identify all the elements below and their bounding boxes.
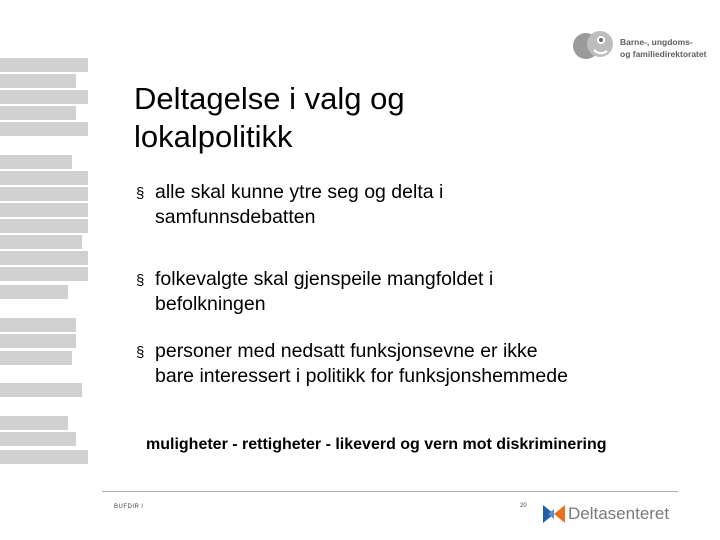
list-item — [134, 180, 694, 230]
bullet-marker: § — [136, 344, 145, 361]
deltasenteret-logo — [542, 503, 692, 525]
side-bar — [0, 267, 88, 281]
side-bar — [0, 187, 88, 201]
side-bar — [0, 416, 68, 430]
side-bar — [0, 219, 88, 233]
side-bar — [0, 122, 88, 136]
bufdir-logo-icon — [572, 28, 616, 64]
bufdir-logo — [572, 28, 707, 68]
bullet-line: samfunnsdebatten — [155, 206, 316, 228]
bullet-line: folkevalgte skal gjenspeile mangfoldet i — [155, 268, 494, 290]
slogan-text: muligheter - rettigheter - likeverd og vern mot diskriminering — [146, 436, 607, 453]
side-bar — [0, 155, 72, 169]
bullet-marker: § — [136, 185, 145, 202]
footer-org-label: BUFDIR / — [114, 504, 144, 510]
side-bar — [0, 383, 82, 397]
bullet-line: personer med nedsatt funksjonsevne er ikke — [155, 340, 538, 362]
list-item — [134, 267, 694, 317]
logo-text-line2: og familiedirektoratet — [620, 49, 707, 59]
title-line1: Deltagelse i valg og — [134, 81, 405, 116]
bullet-marker: § — [136, 272, 145, 289]
partner-logo-text: Deltasenteret — [568, 504, 670, 523]
logo-text-line1: Barne-, ungdoms- — [620, 37, 693, 47]
side-bar — [0, 235, 82, 249]
side-bar — [0, 171, 88, 185]
bullet-line: alle skal kunne ytre seg og delta i — [155, 181, 444, 203]
delta-logo-icon — [542, 503, 566, 525]
side-bar — [0, 334, 76, 348]
side-bar — [0, 251, 88, 265]
side-bar — [0, 90, 88, 104]
side-bar — [0, 351, 72, 365]
side-bar — [0, 318, 76, 332]
side-bar — [0, 203, 88, 217]
side-bar — [0, 285, 68, 299]
bullet-line: bare interessert i politikk for funksjonshemmede — [155, 365, 568, 387]
slide-title — [134, 80, 674, 156]
footer-divider — [102, 491, 678, 492]
page-number: 20 — [520, 503, 527, 509]
side-bar — [0, 432, 76, 446]
bullet-line: befolkningen — [155, 293, 266, 315]
title-line2: lokalpolitikk — [134, 119, 293, 154]
side-bar — [0, 74, 76, 88]
bullet-list — [134, 180, 694, 389]
side-bar — [0, 106, 76, 120]
list-item — [134, 339, 694, 389]
side-bar — [0, 58, 88, 72]
side-bar — [0, 450, 88, 464]
